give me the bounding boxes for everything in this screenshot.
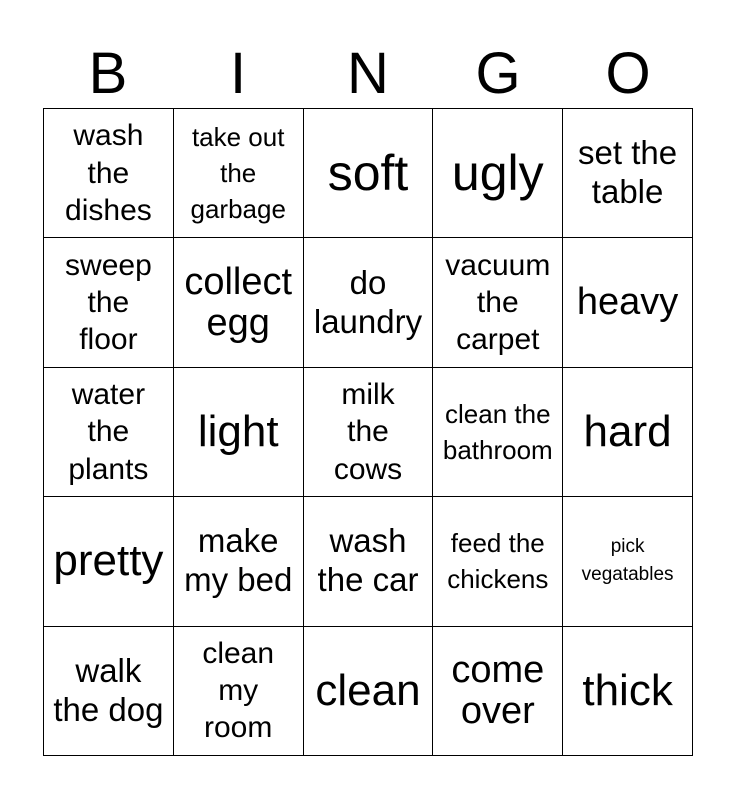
bingo-cell-r4-c2[interactable] — [174, 497, 304, 626]
cell-label: collect egg — [184, 260, 293, 344]
bingo-cell-r2-c1[interactable] — [44, 238, 174, 367]
bingo-cell-r4-c3[interactable] — [304, 497, 434, 626]
cell-label: pick vegatables — [581, 535, 674, 586]
bingo-cell-r3-c5[interactable] — [563, 368, 693, 497]
header-letter-b: B — [88, 41, 128, 106]
cell-label: light — [197, 406, 279, 456]
cell-label: hard — [583, 406, 672, 456]
bingo-cell-r1-c5[interactable] — [563, 109, 693, 238]
bingo-cell-r5-c4[interactable] — [433, 627, 563, 756]
cell-label: clean the bathroom — [442, 398, 553, 465]
cell-label: thick — [582, 665, 673, 715]
bingo-cell-r5-c5[interactable] — [563, 627, 693, 756]
bingo-cell-r4-c4[interactable] — [433, 497, 563, 626]
bingo-cell-r2-c3[interactable] — [304, 238, 434, 367]
cell-label: do laundry — [313, 263, 423, 340]
cell-label: heavy — [576, 281, 679, 324]
cell-label: clean — [315, 665, 421, 715]
bingo-cell-r3-c1[interactable] — [44, 368, 174, 497]
bingo-cell-r3-c4[interactable] — [433, 368, 563, 497]
bingo-cell-r4-c1[interactable] — [44, 497, 174, 626]
bingo-cell-r2-c2[interactable] — [174, 238, 304, 367]
header-letter-n: N — [347, 41, 389, 106]
cell-label: soft — [327, 144, 409, 201]
header-letter-o: O — [605, 41, 651, 106]
cell-label: milk the cows — [333, 378, 403, 486]
bingo-cell-r3-c3[interactable] — [304, 368, 434, 497]
cell-label: vacuum the carpet — [445, 248, 551, 357]
cell-label: feed the chickens — [447, 528, 549, 595]
bingo-cell-r1-c1[interactable] — [44, 109, 174, 238]
cell-label: take out the garbage — [190, 121, 286, 225]
cell-label: come over — [451, 648, 545, 732]
cell-label: ugly — [451, 144, 544, 201]
bingo-cell-r3-c2[interactable] — [174, 368, 304, 497]
bingo-cell-r1-c4[interactable] — [433, 109, 563, 238]
cell-label: make my bed — [184, 522, 293, 599]
bingo-cell-r5-c3[interactable] — [304, 627, 434, 756]
cell-label: sweep the floor — [65, 248, 152, 357]
header-letter-i: I — [229, 41, 247, 106]
cell-label: wash the car — [317, 522, 419, 599]
cell-label: wash the dishes — [65, 119, 152, 227]
bingo-cell-r2-c5[interactable] — [563, 238, 693, 367]
cell-label: clean my room — [202, 637, 275, 745]
bingo-cell-r1-c3[interactable] — [304, 109, 434, 238]
bingo-cell-r2-c4[interactable] — [433, 238, 563, 367]
bingo-cell-r4-c5[interactable] — [563, 497, 693, 626]
bingo-cell-r5-c2[interactable] — [174, 627, 304, 756]
bingo-board — [43, 108, 693, 756]
bingo-cell-r1-c2[interactable] — [174, 109, 304, 238]
bingo-cell-r5-c1[interactable] — [44, 627, 174, 756]
cell-label: water the plants — [68, 378, 149, 486]
header-letter-g: G — [475, 41, 521, 106]
bingo-header — [43, 40, 693, 108]
cell-label: walk the dog — [53, 651, 164, 728]
cell-label: set the table — [578, 134, 678, 211]
cell-label: pretty — [53, 536, 164, 586]
